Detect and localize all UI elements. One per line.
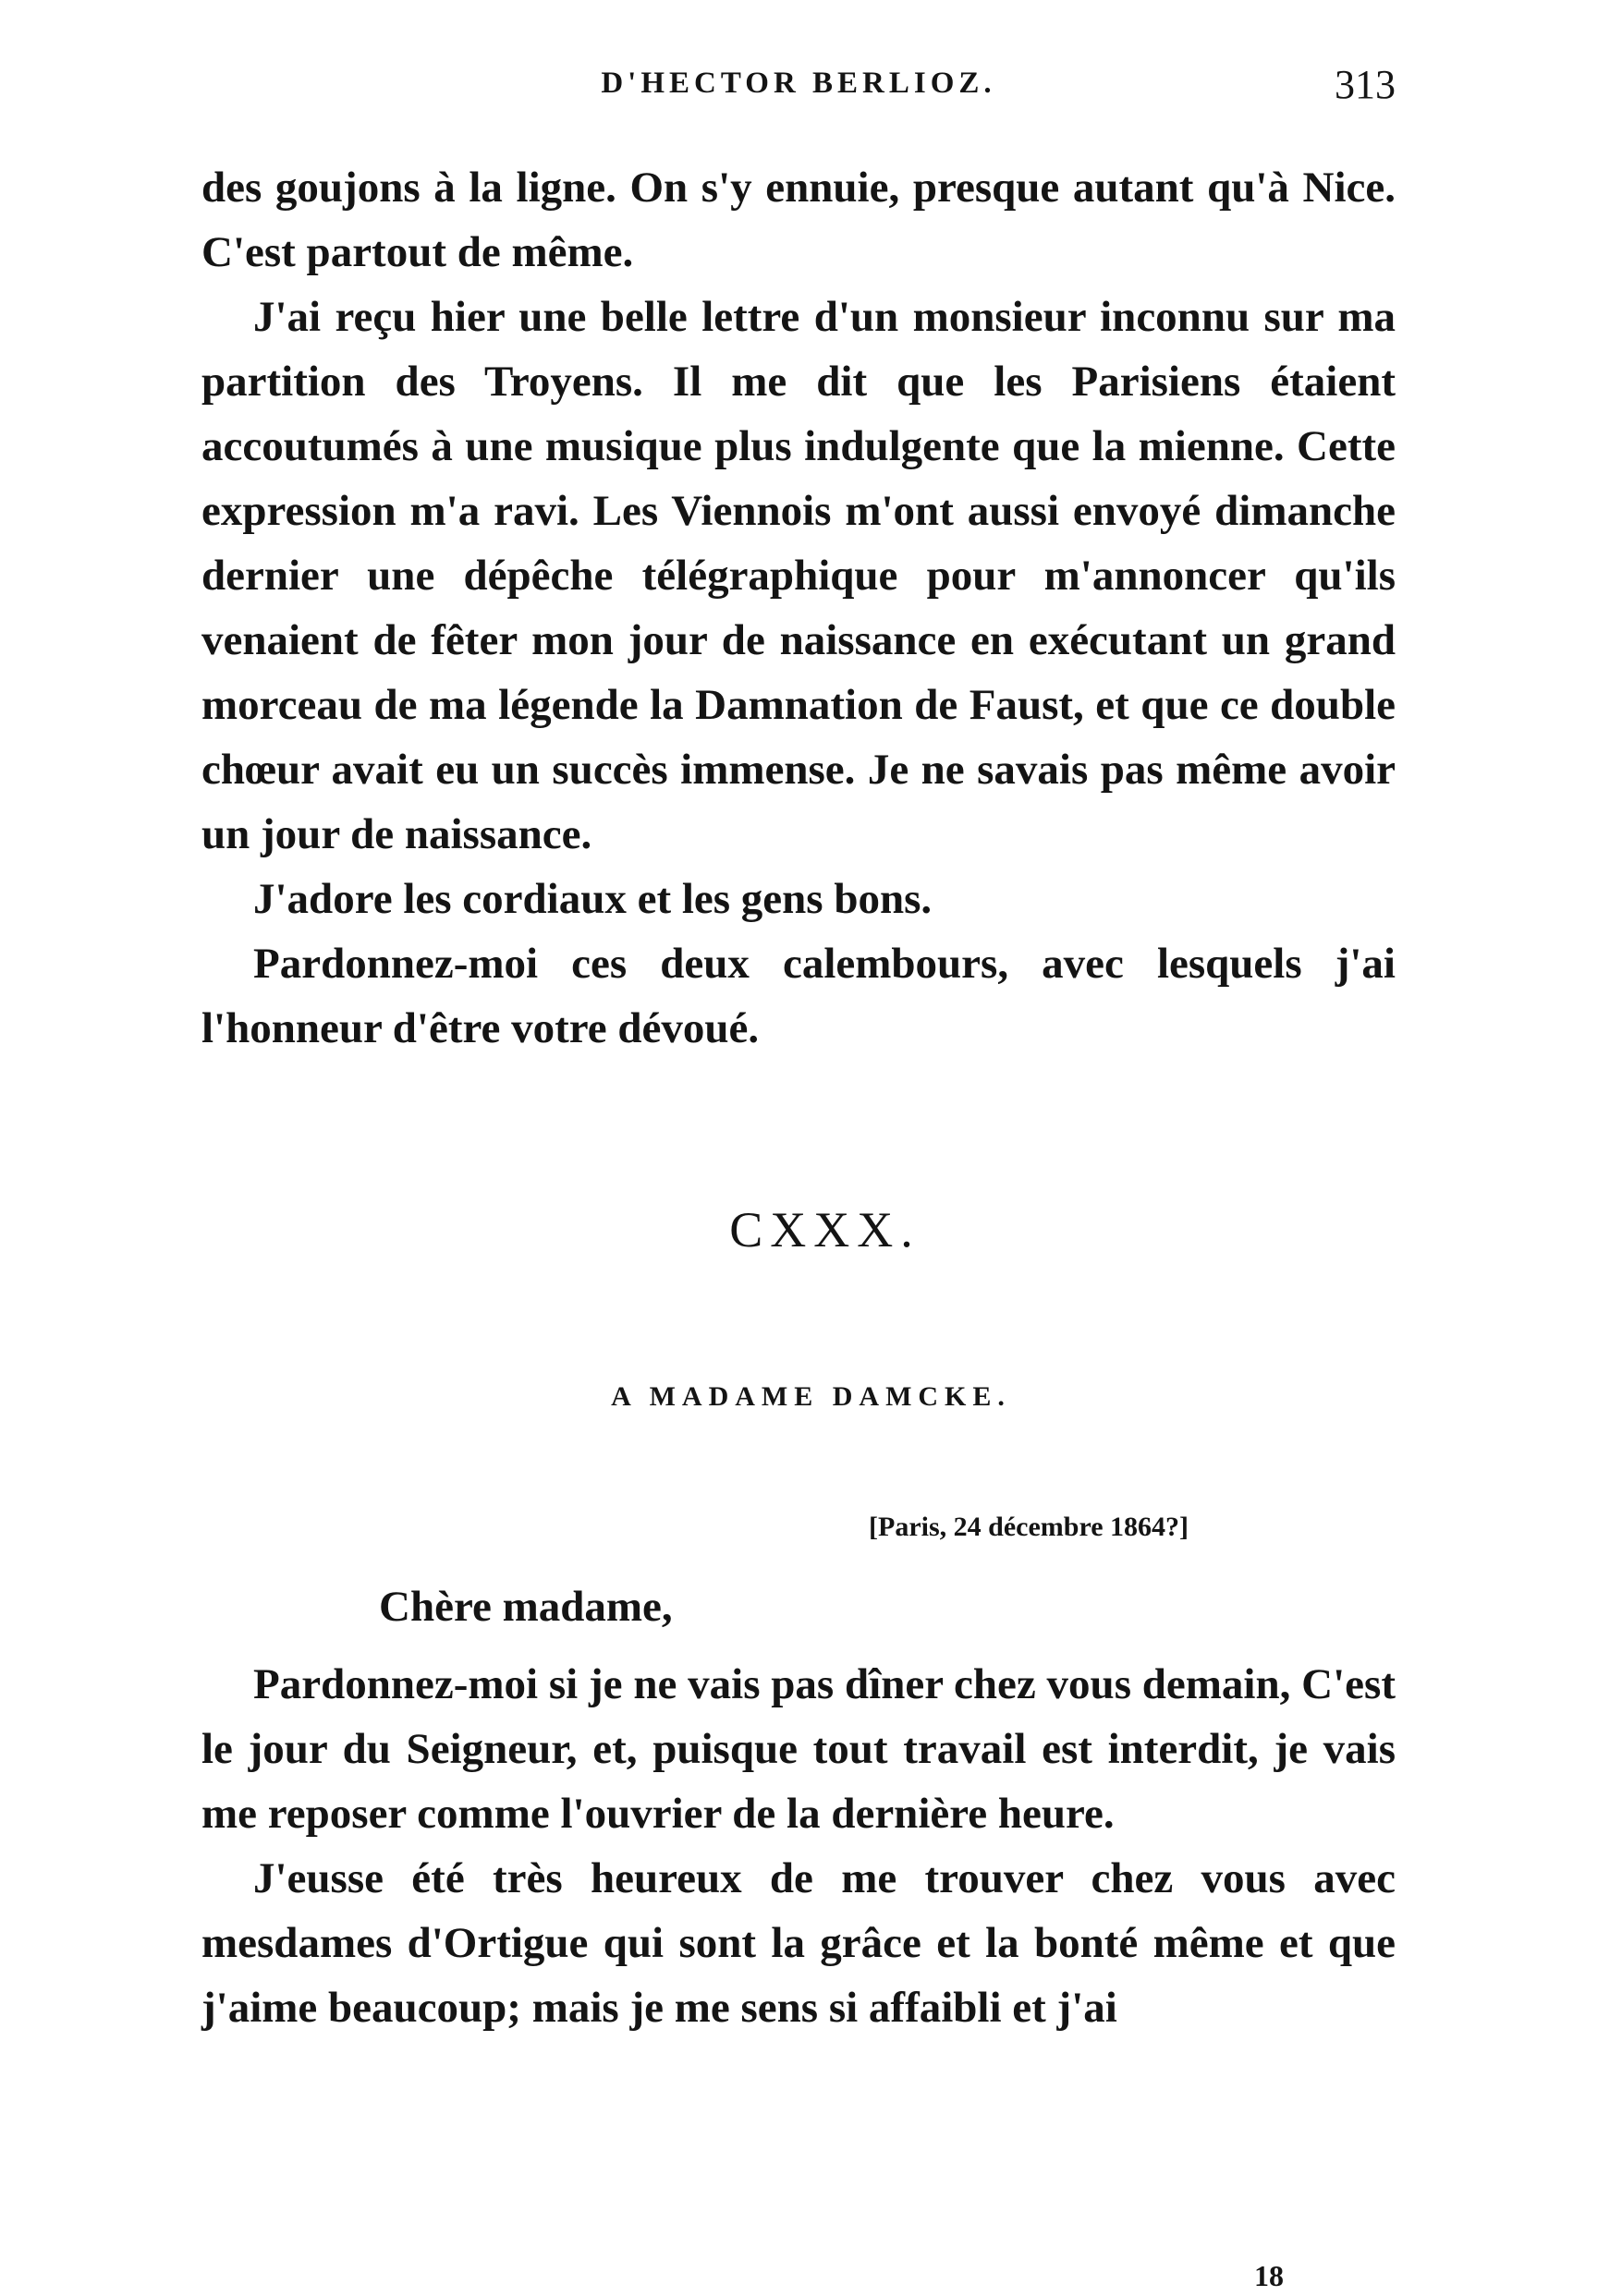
signature-mark: 18	[1254, 2259, 1284, 2292]
letter-dateline: [Paris, 24 décembre 1864?]	[869, 1512, 1189, 1542]
paragraph: des goujons à la ligne. On s'y ennuie, presque autant qu'à Nice. C'est partout de même.	[201, 164, 1396, 276]
continuation-text	[201, 155, 1396, 1061]
letter-number: CXXX.	[729, 1202, 921, 1257]
running-head	[201, 62, 1396, 122]
paragraph: J'eusse été très heureux de me trouver chez vous avec mesdames d'Ortigue qui sont la grâce et la bonté même et que j'aime beaucoup; mais je me sens si affaibli et j'ai	[201, 1854, 1396, 2032]
running-title: D'HECTOR BERLIOZ.	[601, 67, 996, 100]
paragraph: J'adore les cordiaux et les gens bons.	[253, 875, 933, 923]
letter-recipient: A MADAME DAMCKE.	[611, 1381, 1011, 1412]
letter-salutation: Chère madame,	[379, 1583, 673, 1631]
paragraph: J'ai reçu hier une belle lettre d'un monsieur inconnu sur ma partition des Troyens. Il me dit que les Parisiens étaient accoutumés à une musique plus indulgente que la mienne. Cette expression m'a ravi. Les Viennois m'ont aussi envoyé dimanche dernier une dépêche télégraphique pour m'annoncer qu'ils venaient de fêter mon jour de naissance en exécutant un grand morceau de ma légende la Damnation de Faust, et que ce double chœur avait eu un succès immense. Je ne savais pas même avoir un jour de naissance.	[201, 293, 1396, 858]
page-number: 313	[1335, 62, 1396, 107]
paragraph: Pardonnez-moi ces deux calembours, avec lesquels j'ai l'honneur d'être votre dévoué.	[201, 940, 1396, 1052]
paragraph: Pardonnez-moi si je ne vais pas dîner chez vous demain, C'est le jour du Seigneur, et, puisque tout travail est interdit, je vais me reposer comme l'ouvrier de la dernière heure.	[201, 1660, 1396, 1838]
letter-body	[201, 1652, 1396, 2040]
